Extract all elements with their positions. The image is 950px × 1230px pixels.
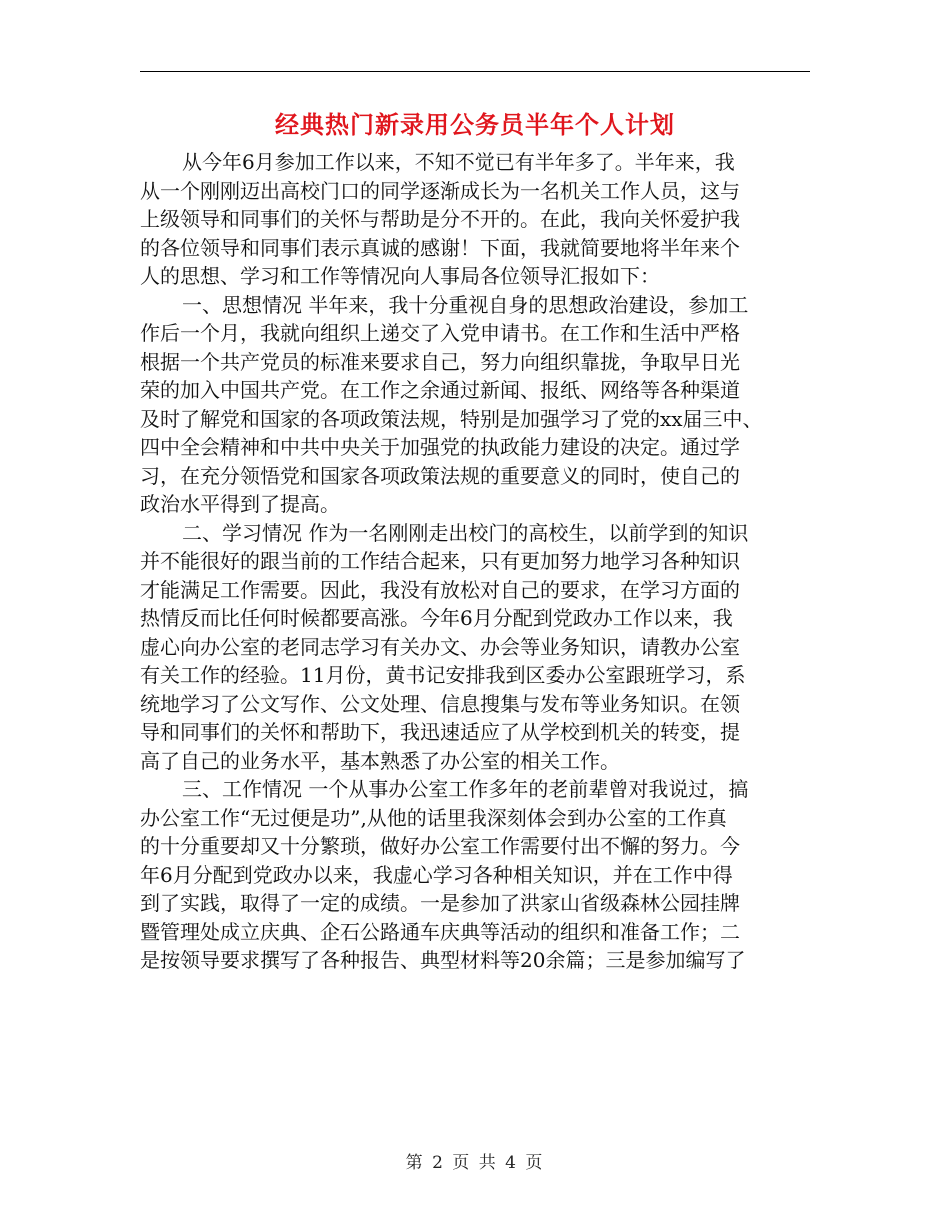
paragraph-line: 二、学习情况 作为一名刚刚走出校门的高校生，以前学到的知识 (182, 520, 749, 545)
paragraph-line: 才能满足工作需要。因此，我没有放松对自己的要求，在学习方面的 (140, 577, 740, 602)
paragraph-line: 根据一个共产党员的标准来要求自己，努力向组织靠拢，争取早日光 (140, 349, 740, 374)
paragraph-line: 从今年6月参加工作以来，不知不觉已有半年多了。半年来，我 (182, 150, 735, 174)
page-footer: 第 2 页 共 4 页 (405, 1153, 545, 1173)
paragraph-line: 虚心向办公室的老同志学习有关办文、办会等业务知识，请教办公室 (140, 634, 740, 659)
paragraph-line: 是按领导要求撰写了各种报告、典型材料等20余篇；三是参加编写了 (140, 948, 746, 972)
paragraph-line: 的各位领导和同事们表示真诚的感谢！下面，我就简要地将半年来个 (140, 235, 740, 260)
paragraph-line: 从一个刚刚迈出高校门口的同学逐渐成长为一名机关工作人员，这与 (140, 178, 740, 203)
paragraph-line: 有关工作的经验。11月份，黄书记安排我到区委办公室跟班学习，系 (140, 663, 746, 687)
paragraph-line: 荣的加入中国共产党。在工作之余通过新闻、报纸、网络等各种渠道 (140, 378, 740, 402)
paragraph-line: 习，在充分领悟党和国家各项政策法规的重要意义的同时，使自己的 (140, 463, 740, 488)
paragraph-line: 年6月分配到党政办以来，我虚心学习各种相关知识，并在工作中得 (140, 862, 733, 887)
paragraph-line: 一、思想情况 半年来，我十分重视自身的思想政治建设，参加工 (182, 292, 749, 317)
paragraph-line: 并不能很好的跟当前的工作结合起来，只有更加努力地学习各种知识 (140, 549, 740, 573)
paragraph-line: 到了实践，取得了一定的成绩。一是参加了洪家山省级森林公园挂牌 (140, 891, 740, 915)
paragraph-line: 高了自己的业务水平，基本熟悉了办公室的相关工作。 (140, 748, 620, 773)
paragraph-line: 统地学习了公文写作、公文处理、信息搜集与发布等业务知识。在领 (140, 691, 740, 716)
paragraph-line: 四中全会精神和中共中央关于加强党的执政能力建设的决定。通过学 (140, 435, 740, 459)
paragraph-line: 政治水平得到了提高。 (140, 492, 340, 516)
paragraph-line: 三、工作情况 一个从事办公室工作多年的老前辈曾对我说过，搞 (182, 777, 749, 801)
paragraph-line: 暨管理处成立庆典、企石公路通车庆典等活动的组织和准备工作；二 (140, 919, 740, 944)
paragraph-line: 办公室工作“无过便是功”,从他的话里我深刻体会到办公室的工作真 (140, 805, 727, 830)
document-body (140, 148, 810, 975)
paragraph-line: 人的思想、学习和工作等情况向人事局各位领导汇报如下： (140, 264, 660, 288)
document-title: 经典热门新录用公务员半年个人计划 (275, 110, 675, 139)
header-rule (140, 71, 810, 72)
paragraph-line: 的十分重要却又十分繁琐，做好办公室工作需要付出不懈的努力。今 (140, 834, 740, 858)
paragraph-line: 上级领导和同事们的关怀与帮助是分不开的。在此，我向关怀爱护我 (140, 207, 740, 231)
paragraph-line: 及时了解党和国家的各项政策法规，特别是加强学习了党的xx届三中、 (140, 406, 763, 431)
paragraph-line: 导和同事们的关怀和帮助下，我迅速适应了从学校到机关的转变，提 (140, 720, 740, 744)
paragraph-line: 作后一个月，我就向组织上递交了入党申请书。在工作和生活中严格 (140, 321, 740, 345)
paragraph-line: 热情反而比任何时候都要高涨。今年6月分配到党政办工作以来，我 (140, 606, 733, 630)
